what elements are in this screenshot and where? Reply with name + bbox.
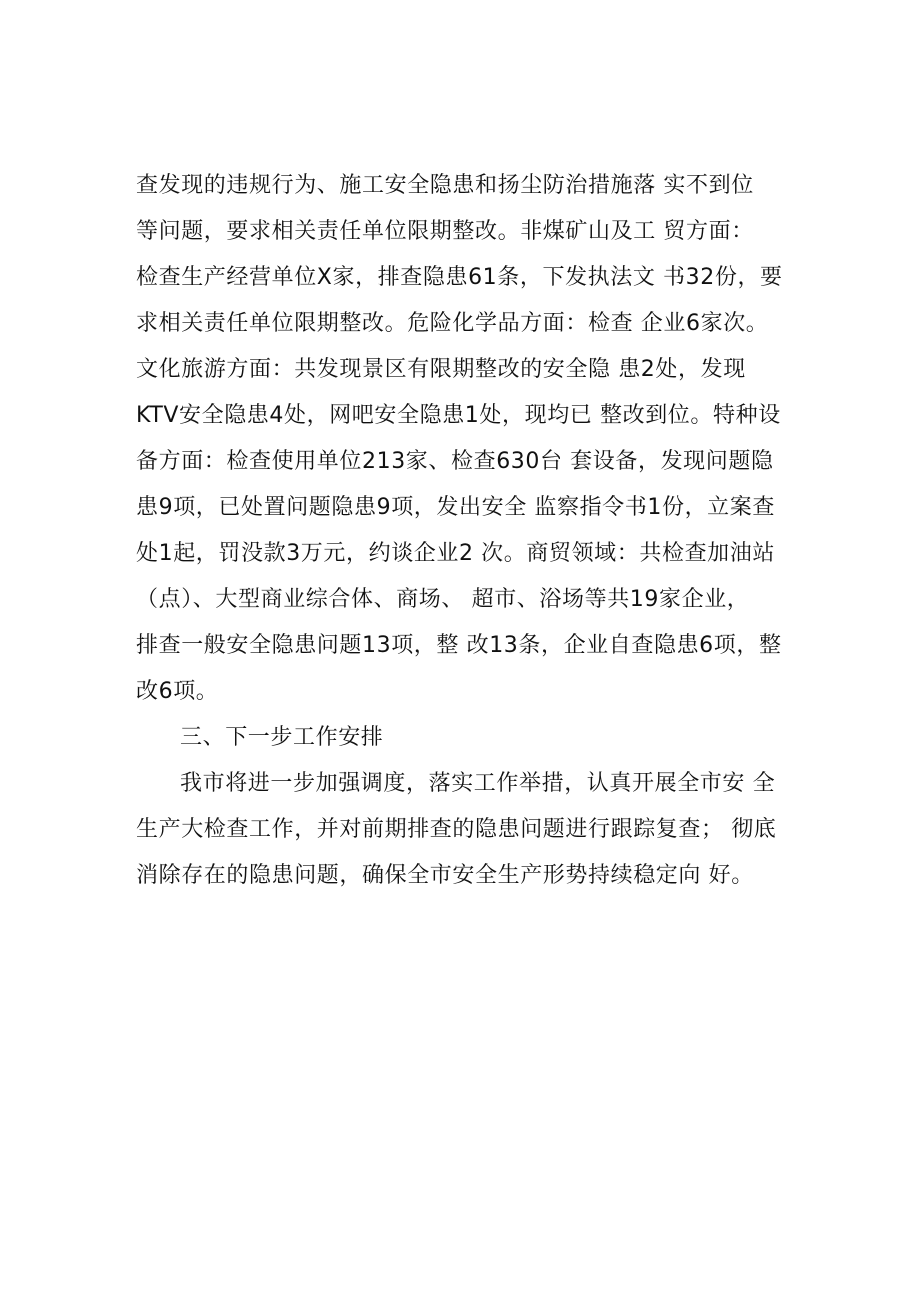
paragraph-1-line-12: 改6项。: [136, 679, 219, 704]
paragraph-1-line-10: （点）、大型商业综合体、商场、 超市、浴场等共19家企业，: [136, 587, 750, 612]
paragraph-1-line-2: 等问题，要求相关责任单位限期整改。非煤矿山及工 贸方面：: [136, 219, 754, 244]
paragraph-1-line-3: 检查生产经营单位X家，排查隐患61条，下发执法文 书32份，要: [136, 265, 783, 290]
section-heading: 三、下一步工作安排: [180, 725, 384, 750]
paragraph-1-line-5: 文化旅游方面：共发现景区有限期整改的安全隐 患2处，发现: [136, 357, 746, 382]
paragraph-1-line-6: KTV安全隐患4处，网吧安全隐患1处，现均已 整改到位。特种设: [136, 403, 781, 428]
paragraph-2-line-1: 我市将进一步加强调度，落实工作举措，认真开展全市安 全: [180, 771, 776, 796]
paragraph-1-line-11: 排查一般安全隐患问题13项，整 改13条，企业自查隐患6项，整: [136, 633, 782, 658]
paragraph-1-line-4: 求相关责任单位限期整改。危险化学品方面：检查 企业6家次。: [136, 311, 769, 336]
paragraph-2-line-3: 消除存在的隐患问题，确保全市安全生产形势持续稳定向 好。: [136, 863, 754, 888]
paragraph-1-line-7: 备方面：检查使用单位213家、检查630台 套设备，发现问题隐: [136, 449, 774, 474]
paragraph-2-line-2: 生产大检查工作，并对前期排查的隐患问题进行跟踪复查； 彻底: [136, 817, 777, 842]
paragraph-1-line-9: 处1起，罚没款3万元，约谈企业2 次。商贸领域：共检查加油站: [136, 541, 775, 566]
paragraph-1-line-1: 查发现的违规行为、施工安全隐患和扬尘防治措施落 实不到位: [136, 173, 754, 198]
paragraph-1-line-8: 患9项，已处置问题隐患9项，发出安全 监察指令书1份，立案查: [136, 495, 775, 520]
